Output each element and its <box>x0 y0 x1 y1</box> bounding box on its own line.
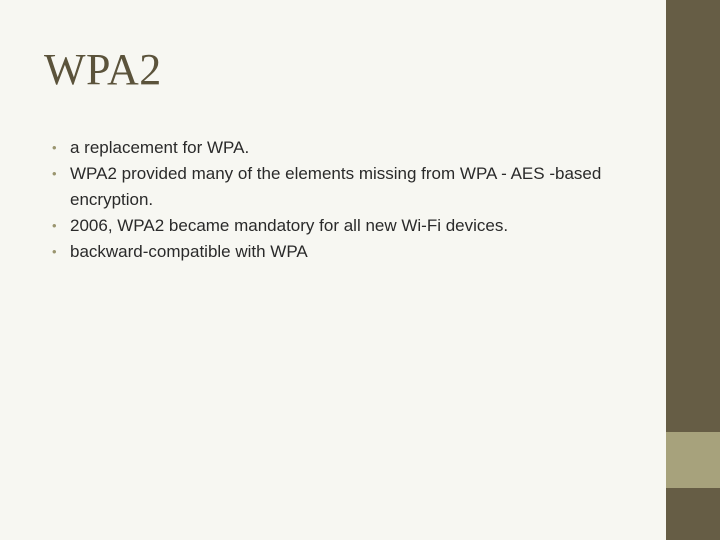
bullet-text: a replacement for WPA. <box>70 138 250 157</box>
bullet-dot-icon: • <box>52 140 57 155</box>
slide-title: WPA2 <box>44 45 162 94</box>
bullet-item <box>52 239 652 265</box>
bullet-dot-icon: • <box>52 166 57 181</box>
bullet-text: 2006, WPA2 became mandatory for all new Wi-Fi devices. <box>70 216 509 235</box>
bullet-item <box>52 161 652 213</box>
bullet-text: backward-compatible with WPA <box>70 242 308 261</box>
bullet-text: WPA2 provided many of the elements missing from WPA - AES -based encryption. <box>70 164 602 209</box>
bullet-item <box>52 213 652 239</box>
bullet-item <box>52 135 652 161</box>
bullet-dot-icon: • <box>52 244 57 259</box>
bullet-dot-icon: • <box>52 218 57 233</box>
side-decor-accent <box>666 432 720 488</box>
bullet-list <box>52 135 652 265</box>
